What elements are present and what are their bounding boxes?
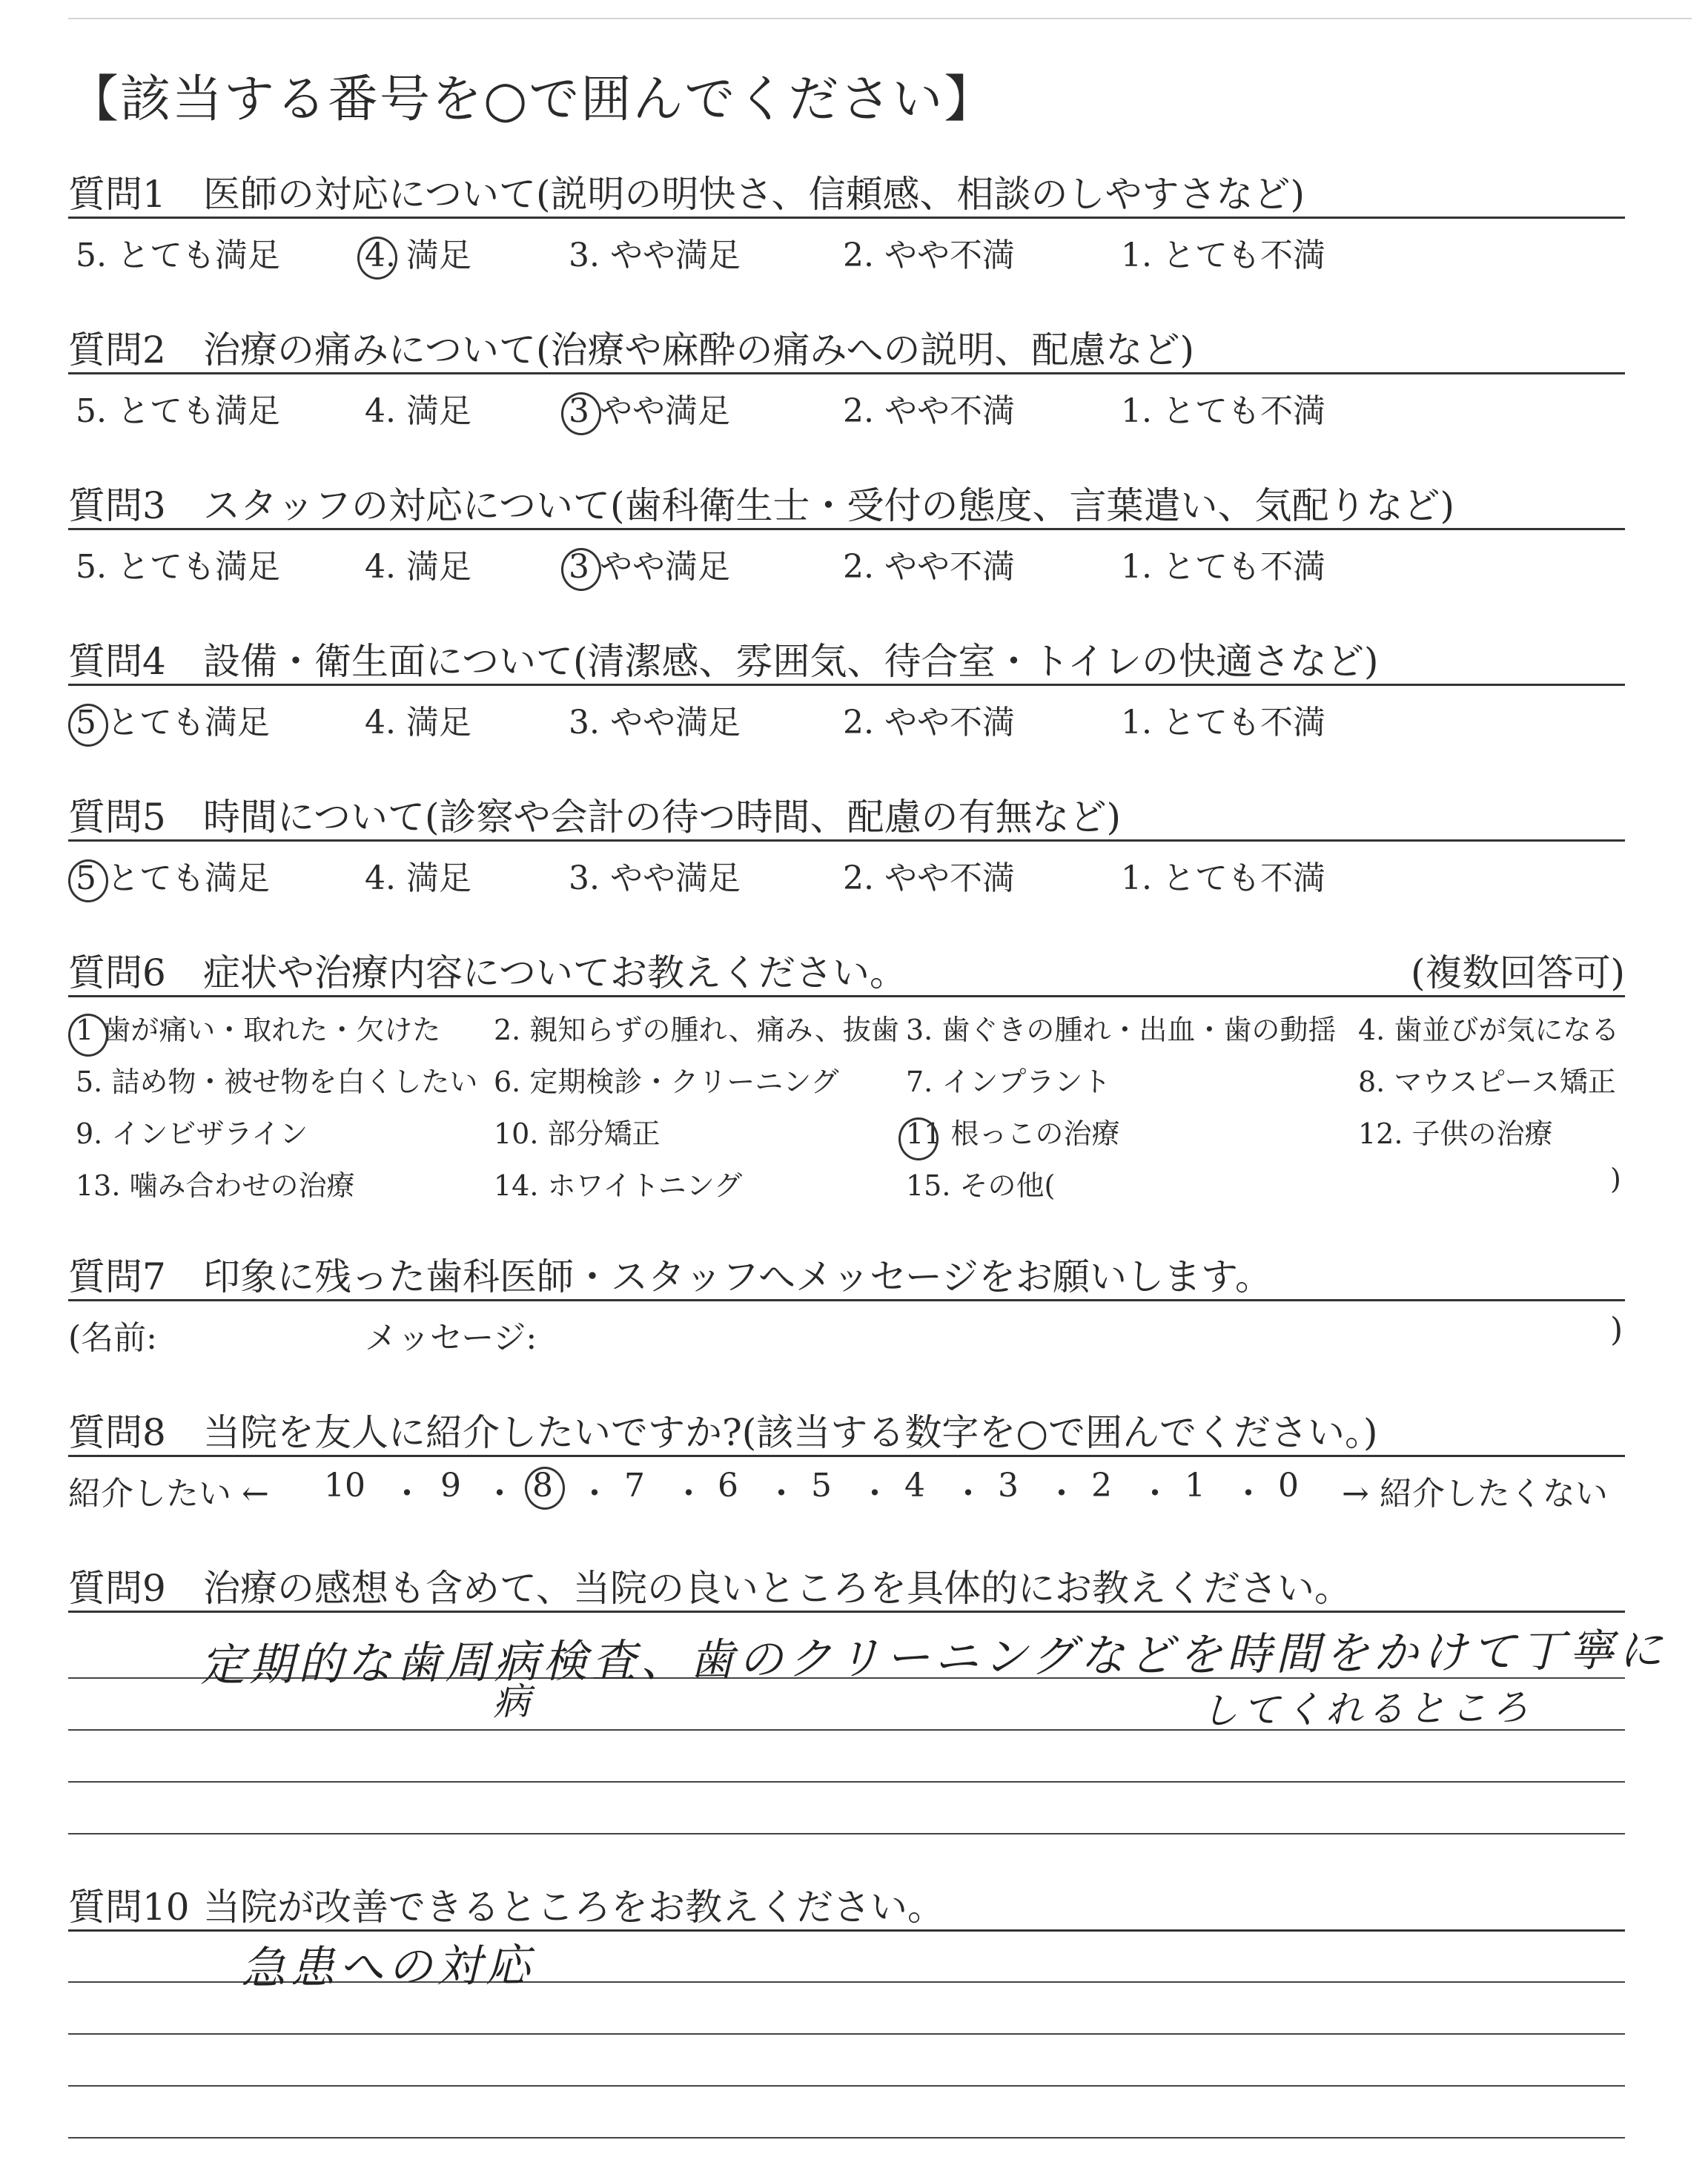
option-label: とても満足 xyxy=(107,859,270,897)
top-border xyxy=(68,18,1692,19)
question-5 xyxy=(68,787,1625,897)
option-1[interactable]: 1. とても不満 xyxy=(1121,704,1325,742)
question-rule xyxy=(68,1611,1625,1613)
option-5[interactable]: 5. とても満足 xyxy=(76,237,280,274)
question-number: 質問4 xyxy=(68,640,166,683)
question-text: 設備・衛生面について(清潔感、雰囲気、待合室・トイレの快適さなど) xyxy=(203,640,1379,683)
option-2[interactable]: 2. やや不満 xyxy=(843,704,1015,742)
selection-circle: 1 xyxy=(76,1014,94,1046)
question-10-title xyxy=(68,1877,944,1931)
scale-dot: ・ xyxy=(391,1475,423,1513)
question-rule xyxy=(68,217,1625,219)
option-1[interactable]: 1. とても不満 xyxy=(1121,859,1325,897)
options xyxy=(68,540,1625,584)
option-3[interactable]: 3. やや満足 xyxy=(569,237,741,274)
scale-5[interactable]: 5 xyxy=(811,1467,832,1505)
option-3-selected[interactable] xyxy=(569,384,730,432)
question-text: 時間について(診察や会計の待つ時間、配慮の有無など) xyxy=(203,796,1122,839)
option-1[interactable]: 1. とても不満 xyxy=(1121,392,1325,430)
option-4[interactable]: 4. 満足 xyxy=(365,704,471,742)
option-4[interactable]: 4. 満足 xyxy=(365,392,471,430)
scale-dot: ・ xyxy=(1045,1475,1078,1513)
scale-dot: ・ xyxy=(858,1475,891,1513)
handwritten-answer-q10: 急患への対応 xyxy=(240,1939,535,1995)
option-2[interactable]: 2. やや不満 xyxy=(843,237,1015,274)
options xyxy=(68,696,1625,740)
option-5-selected[interactable] xyxy=(76,696,270,743)
question-5-title xyxy=(68,787,1121,841)
scale-dot: ・ xyxy=(578,1475,611,1513)
question-1 xyxy=(68,165,1625,274)
option-3-selected[interactable] xyxy=(569,540,730,587)
selection-circle: 3 xyxy=(569,548,589,586)
option-4[interactable]: 4. 満足 xyxy=(365,859,471,897)
option-mouthpiece[interactable]: 8. マウスピース矯正 xyxy=(1358,1066,1616,1098)
option-1[interactable]: 1. とても不満 xyxy=(1121,548,1325,586)
question-number: 質問2 xyxy=(68,328,166,371)
scale-10[interactable]: 10 xyxy=(324,1467,365,1505)
selection-circle: 4. xyxy=(365,237,396,274)
question-rule xyxy=(68,372,1625,374)
selection-circle: 5 xyxy=(76,859,96,897)
option-other-close: ) xyxy=(1610,1163,1621,1195)
option-2[interactable]: 2. やや不満 xyxy=(843,859,1015,897)
question-text: 症状や治療内容についてお教えください。 xyxy=(203,951,907,994)
option-4-selected[interactable] xyxy=(365,228,471,276)
question-number: 質問1 xyxy=(68,173,166,216)
question-6-title xyxy=(68,943,907,997)
question-rule xyxy=(68,995,1625,997)
selection-circle: 5 xyxy=(76,704,96,742)
option-label: 根っこの治療 xyxy=(950,1117,1120,1150)
option-2[interactable]: 2. やや不満 xyxy=(843,548,1015,586)
scale-1[interactable]: 1 xyxy=(1185,1467,1205,1505)
scale-6[interactable]: 6 xyxy=(718,1467,738,1505)
scale-dot: ・ xyxy=(1232,1475,1265,1513)
scale-left-label: 紹介したい ← xyxy=(68,1475,269,1513)
answer-line xyxy=(68,2033,1625,2035)
question-text: 当院が改善できるところをお教えください。 xyxy=(203,1886,944,1929)
scale-8-selected[interactable]: 8 xyxy=(532,1467,553,1505)
option-label: とても満足 xyxy=(107,704,270,742)
page-title: 【該当する番号を○で囲んでください】 xyxy=(68,70,996,129)
option-3[interactable]: 3. やや満足 xyxy=(569,859,741,897)
option-implant[interactable]: 7. インプラント xyxy=(906,1066,1111,1098)
option-toothache-selected[interactable] xyxy=(76,1007,440,1048)
question-rule xyxy=(68,684,1625,686)
question-6 xyxy=(68,943,1625,1210)
scale-4[interactable]: 4 xyxy=(904,1467,925,1505)
selection-circle: 11 xyxy=(906,1117,942,1150)
question-text: 治療の感想も含めて、当院の良いところを具体的にお教えください。 xyxy=(203,1567,1351,1610)
question-text: 治療の痛みについて(治療や麻酔の痛みへの説明、配慮など) xyxy=(203,328,1195,371)
multiple-answers-note: (複数回答可) xyxy=(1410,951,1625,994)
scale-2[interactable]: 2 xyxy=(1091,1467,1112,1505)
question-8-title xyxy=(68,1403,1377,1456)
question-text: 印象に残った歯科医師・スタッフへメッセージをお願いします。 xyxy=(203,1255,1272,1298)
question-rule xyxy=(68,1299,1625,1301)
question-8 xyxy=(68,1403,1625,1513)
question-number: 質問8 xyxy=(68,1411,166,1454)
selection-circle: 3 xyxy=(569,392,589,430)
option-5-selected[interactable] xyxy=(76,851,270,899)
option-invisalign[interactable]: 9. インビザライン xyxy=(76,1117,308,1150)
handwritten-answer-q9-line2: してくれるところ xyxy=(1200,1685,1534,1733)
message-close: ) xyxy=(1610,1311,1623,1349)
question-3-title xyxy=(68,476,1454,529)
question-number: 質問6 xyxy=(68,951,166,994)
option-whitening[interactable]: 14. ホワイトニング xyxy=(494,1169,743,1202)
scale-dot: ・ xyxy=(952,1475,984,1513)
option-5[interactable]: 5. とても満足 xyxy=(76,392,280,430)
name-label: (名前: xyxy=(68,1319,157,1357)
question-rule xyxy=(68,528,1625,530)
option-bite[interactable]: 13. 噛み合わせの治療 xyxy=(76,1169,355,1202)
question-4-title xyxy=(68,632,1379,685)
scale-3[interactable]: 3 xyxy=(998,1467,1019,1505)
question-rule xyxy=(68,839,1625,842)
question-number: 質問10 xyxy=(68,1886,190,1929)
scale-9[interactable]: 9 xyxy=(440,1467,461,1505)
scale-right-label: → 紹介したくない xyxy=(1342,1475,1608,1513)
option-4[interactable]: 4. 満足 xyxy=(365,548,471,586)
option-whitening-fillings[interactable]: 5. 詰め物・被せ物を白くしたい xyxy=(76,1066,478,1098)
question-rule xyxy=(68,1455,1625,1457)
handwritten-correction: 病 xyxy=(492,1680,535,1724)
answer-line xyxy=(68,2137,1625,2138)
message-label: メッセージ: xyxy=(365,1319,537,1357)
answer-line xyxy=(68,1781,1625,1783)
option-gum[interactable]: 3. 歯ぐきの腫れ・出血・歯の動揺 xyxy=(906,1014,1337,1046)
question-number: 質問7 xyxy=(68,1255,166,1298)
option-partial-ortho[interactable]: 10. 部分矯正 xyxy=(494,1117,661,1150)
option-label: 満足 xyxy=(406,237,471,274)
option-checkup[interactable]: 6. 定期検診・クリーニング xyxy=(494,1066,839,1098)
question-number: 質問9 xyxy=(68,1567,166,1610)
option-wisdom-tooth[interactable]: 2. 親知らずの腫れ、痛み、抜歯 xyxy=(494,1014,899,1046)
option-children[interactable]: 12. 子供の治療 xyxy=(1358,1117,1553,1150)
scale-dot: ・ xyxy=(672,1475,705,1513)
question-7-title xyxy=(68,1247,1272,1301)
answer-line xyxy=(68,2085,1625,2087)
options xyxy=(68,228,1625,273)
option-label: 歯が痛い・取れた・欠けた xyxy=(102,1014,441,1046)
option-2[interactable]: 2. やや不満 xyxy=(843,392,1015,430)
question-number: 質問3 xyxy=(68,484,166,527)
option-label: やや満足 xyxy=(600,548,730,586)
scale-dot: ・ xyxy=(765,1475,798,1513)
option-1[interactable]: 1. とても不満 xyxy=(1121,237,1325,274)
question-7 xyxy=(68,1247,1625,1357)
options xyxy=(68,384,1625,429)
option-label: やや満足 xyxy=(600,392,730,430)
question-number: 質問5 xyxy=(68,796,166,839)
question-2 xyxy=(68,320,1625,430)
handwritten-answer-q9-line1: 定期的な歯周病検査、歯のクリーニングなどを時間をかけて丁寧に xyxy=(199,1624,1668,1692)
option-alignment[interactable]: 4. 歯並びが気になる xyxy=(1358,1014,1620,1046)
question-4 xyxy=(68,632,1625,742)
scale-0[interactable]: 0 xyxy=(1278,1467,1299,1505)
question-rule xyxy=(68,1929,1625,1932)
scale-7[interactable]: 7 xyxy=(624,1467,645,1505)
question-9-title xyxy=(68,1559,1351,1612)
question-text: 当院を友人に紹介したいですか?(該当する数字を○で囲んでください。) xyxy=(203,1411,1378,1454)
option-3[interactable]: 3. やや満足 xyxy=(569,704,741,742)
question-text: 医師の対応について(説明の明快さ、信頼感、相談のしやすさなど) xyxy=(203,173,1305,216)
scale-dot: ・ xyxy=(1139,1475,1171,1513)
option-other[interactable]: 15. その他( xyxy=(906,1169,1056,1202)
option-root-canal-selected[interactable] xyxy=(906,1111,1119,1152)
option-5[interactable]: 5. とても満足 xyxy=(76,548,280,586)
question-1-title xyxy=(68,165,1305,218)
scale-dot: ・ xyxy=(483,1475,516,1513)
options xyxy=(68,851,1625,896)
question-3 xyxy=(68,476,1625,586)
question-2-title xyxy=(68,320,1194,374)
question-text: スタッフの対応について(歯科衛生士・受付の態度、言葉遣い、気配りなど) xyxy=(203,484,1455,527)
answer-line xyxy=(68,1833,1625,1834)
